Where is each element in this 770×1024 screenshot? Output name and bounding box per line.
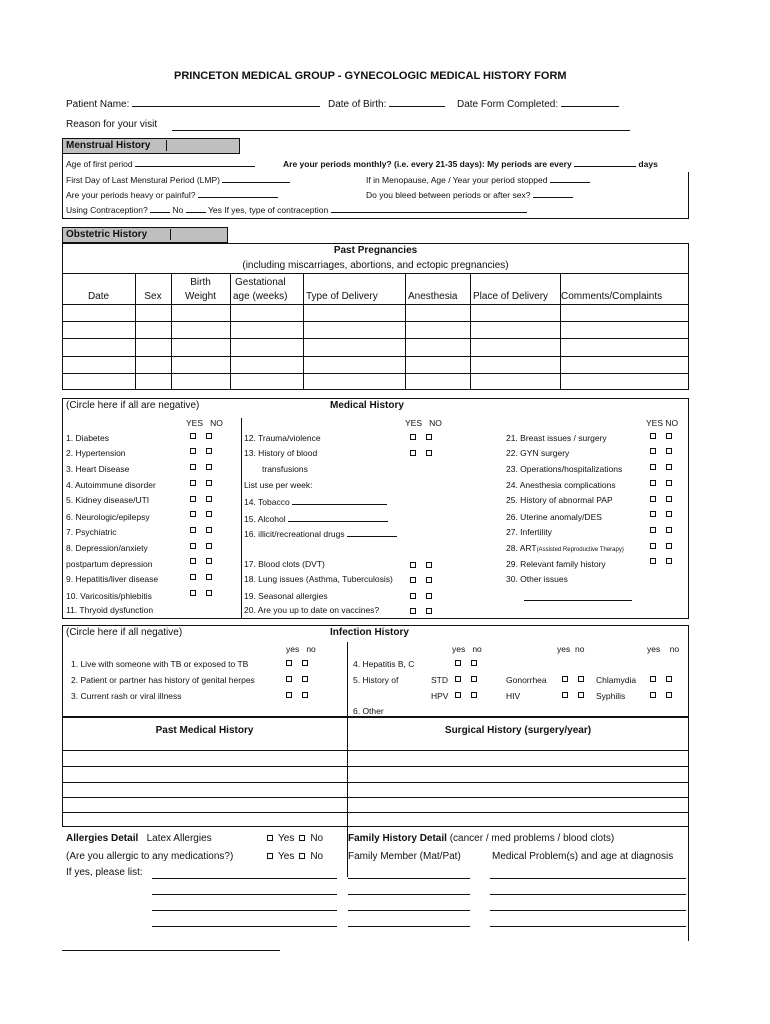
checkbox[interactable] <box>426 450 432 456</box>
med-item: List use per week: <box>244 480 313 490</box>
checkbox[interactable] <box>410 434 416 440</box>
family-member-line[interactable] <box>348 910 470 911</box>
no-label: No <box>310 851 324 862</box>
date-completed-field[interactable] <box>561 97 619 107</box>
reason-label: Reason for your visit <box>66 119 158 130</box>
checkbox[interactable] <box>190 433 196 439</box>
contraception-yes-field[interactable] <box>186 203 206 213</box>
yes-label: Yes <box>278 833 295 844</box>
medical-problem-line[interactable] <box>490 910 686 911</box>
allergy-list-line[interactable] <box>152 926 337 927</box>
med-item: 15. Alcohol <box>244 514 286 524</box>
surgical-title: Surgical History (surgery/year) <box>444 725 592 736</box>
med-item: 22. GYN surgery <box>506 448 570 458</box>
checkbox[interactable] <box>471 676 477 682</box>
no-label: no <box>669 644 680 654</box>
menopause-field[interactable] <box>550 173 590 183</box>
periods-monthly-label: Are your periods monthly? (i.e. every 21-35 days): <box>283 159 485 169</box>
latex-label: Latex Allergies <box>146 833 212 844</box>
med-item: 16. illicit/recreational drugs <box>244 529 345 539</box>
med-item: 24. Anesthesia complications <box>506 480 616 490</box>
checkbox[interactable] <box>650 480 656 486</box>
checkbox[interactable] <box>426 434 432 440</box>
checkbox[interactable] <box>650 676 656 682</box>
periods-every-label: My periods are every <box>487 159 572 169</box>
no-label: No <box>310 833 324 844</box>
no-label: No <box>172 205 184 215</box>
col-anesthesia: Anesthesia <box>408 291 458 302</box>
checkbox[interactable] <box>650 692 656 698</box>
checkbox[interactable] <box>286 692 292 698</box>
checkbox[interactable] <box>578 692 584 698</box>
checkbox[interactable] <box>666 676 672 682</box>
hepatitis-label: 4. Hepatitis B, C <box>353 659 415 669</box>
yes-label: Yes <box>207 205 222 215</box>
checkbox[interactable] <box>650 543 656 549</box>
checkbox[interactable] <box>206 511 212 517</box>
checkbox[interactable] <box>410 593 416 599</box>
syphilis-label: Syphilis <box>596 691 626 701</box>
contraception-type-field[interactable] <box>331 203 527 213</box>
med-item: 17. Blood clots (DVT) <box>244 559 325 569</box>
checkbox[interactable] <box>190 590 196 596</box>
med-item: 28. ART <box>506 543 537 553</box>
col-delivery-type: Type of Delivery <box>306 291 378 302</box>
checkbox[interactable] <box>410 562 416 568</box>
checkbox[interactable] <box>666 480 672 486</box>
no-label: no <box>306 644 316 654</box>
med-item: 13. History of blood <box>244 448 318 458</box>
family-member-label: Family Member (Mat/Pat) <box>348 851 461 862</box>
no-label: no <box>574 644 585 654</box>
med-item-note: (Assisted Reproductive Therapy) <box>536 547 624 553</box>
checkbox[interactable] <box>471 660 477 666</box>
med-item: 14. Tobacco <box>244 497 290 507</box>
past-pregnancies-title: Past Pregnancies <box>333 245 418 256</box>
med-item: 11. Thryoid dysfunction <box>66 605 154 615</box>
yes-label: Yes <box>278 851 295 862</box>
no-label: no <box>472 644 482 654</box>
alcohol-field[interactable] <box>288 512 388 522</box>
past-pregnancies-subtitle: (including miscarriages, abortions, and ectopic pregnancies) <box>242 260 509 271</box>
infection-circle-note: (Circle here if all negative) <box>66 627 183 638</box>
medical-problem-line[interactable] <box>490 878 686 879</box>
checkbox[interactable] <box>286 660 292 666</box>
med-item: 18. Lung issues (Asthma, Tuberculosis) <box>244 574 393 584</box>
tobacco-field[interactable] <box>292 495 387 505</box>
contraception-label: Using Contraception? <box>66 205 148 215</box>
col-gestational: Gestational <box>235 277 286 288</box>
bleed-field[interactable] <box>533 188 573 198</box>
family-desc: (cancer / med problems / blood clots) <box>449 833 615 844</box>
medical-problem-line[interactable] <box>490 894 686 895</box>
chlamydia-label: Chlamydia <box>596 675 637 685</box>
lmp-label: First Day of Last Menstural Period (LMP) <box>66 175 220 185</box>
checkbox[interactable] <box>666 511 672 517</box>
checkbox[interactable] <box>206 480 212 486</box>
checkbox[interactable] <box>410 577 416 583</box>
allergy-list-line[interactable] <box>152 910 337 911</box>
med-item: 8. Depression/anxiety <box>66 543 148 553</box>
checkbox[interactable] <box>190 464 196 470</box>
lmp-field[interactable] <box>222 173 290 183</box>
checkbox[interactable] <box>650 558 656 564</box>
col-date: Date <box>87 291 110 302</box>
checkbox[interactable] <box>471 692 477 698</box>
checkbox[interactable] <box>578 676 584 682</box>
other-issues-field[interactable] <box>524 600 632 601</box>
no-label: NO <box>210 418 223 428</box>
infection-history-title: Infection History <box>330 627 409 638</box>
checkbox[interactable] <box>562 692 568 698</box>
yes-label: YES <box>646 418 664 428</box>
yes-label: YES <box>186 418 204 428</box>
checkbox[interactable] <box>650 448 656 454</box>
med-item: postpartum depression <box>66 559 153 569</box>
checkbox[interactable] <box>302 692 308 698</box>
checkbox[interactable] <box>286 676 292 682</box>
checkbox[interactable] <box>426 577 432 583</box>
med-item: 27. Infertility <box>506 527 552 537</box>
checkbox[interactable] <box>206 464 212 470</box>
checkbox[interactable] <box>190 558 196 564</box>
checkbox[interactable] <box>650 496 656 502</box>
checkbox[interactable] <box>190 448 196 454</box>
med-item: 3. Heart Disease <box>66 464 130 474</box>
checkbox[interactable] <box>302 676 308 682</box>
medical-history-box <box>62 398 689 619</box>
menstrual-header: Menstrual History <box>62 138 240 154</box>
med-item: 23. Operations/hospitalizations <box>506 464 623 474</box>
inf-item: 1. Live with someone with TB or exposed to TB <box>71 659 249 669</box>
checkbox[interactable] <box>206 433 212 439</box>
checkbox[interactable] <box>190 496 196 502</box>
checkbox[interactable] <box>666 448 672 454</box>
family-member-line[interactable] <box>348 894 470 895</box>
yes-label: yes <box>452 644 466 654</box>
family-detail-title: Family History Detail <box>348 833 447 844</box>
col-birth: Birth <box>190 277 211 288</box>
med-item: 12. Trauma/violence <box>244 433 321 443</box>
heavy-field[interactable] <box>198 188 278 198</box>
med-item: transfusions <box>262 464 308 474</box>
dob-label: Date of Birth: <box>328 97 445 110</box>
checkbox[interactable] <box>426 593 432 599</box>
checkbox[interactable] <box>190 511 196 517</box>
past-medical-title: Past Medical History <box>155 725 254 736</box>
checkbox[interactable] <box>666 433 672 439</box>
yes-label: yes <box>647 644 661 654</box>
checkbox[interactable] <box>190 543 196 549</box>
age-first-period-label: Age of first period <box>66 159 133 169</box>
heavy-label: Are your periods heavy or painful? <box>66 190 196 200</box>
checkbox[interactable] <box>410 450 416 456</box>
checkbox[interactable] <box>426 608 432 614</box>
checkbox[interactable] <box>426 562 432 568</box>
checkbox[interactable] <box>666 464 672 470</box>
checkbox[interactable] <box>455 676 461 682</box>
checkbox[interactable] <box>650 433 656 439</box>
med-item: 19. Seasonal allergies <box>244 591 328 601</box>
col-sex: Sex <box>144 291 162 302</box>
checkbox[interactable] <box>190 527 196 533</box>
med-item: 7. Psychiatric <box>66 527 117 537</box>
date-completed-label: Date Form Completed: <box>457 97 619 110</box>
med-item: 4. Autoimmune disorder <box>66 480 156 490</box>
yes-label: yes <box>557 644 571 654</box>
family-member-line[interactable] <box>348 926 470 927</box>
other-label: 6. Other <box>353 706 384 716</box>
checkbox[interactable] <box>650 511 656 517</box>
med-item: 20. Are you up to date on vaccines? <box>244 605 380 615</box>
med-item: 9. Hepatitis/liver disease <box>66 574 159 584</box>
form-title: PRINCETON MEDICAL GROUP - GYNECOLOGIC MEDICAL HISTORY FORM <box>174 70 567 82</box>
checkbox[interactable] <box>299 835 305 841</box>
no-label: NO <box>665 418 679 428</box>
contraception-no-field[interactable] <box>150 203 170 213</box>
med-item: 1. Diabetes <box>66 433 109 443</box>
meds-allergy-label: (Are you allergic to any medications?) <box>66 851 234 862</box>
med-item: 26. Uterine anomaly/DES <box>506 512 602 522</box>
med-item: 30. Other issues <box>506 574 568 584</box>
checkbox[interactable] <box>206 496 212 502</box>
checkbox[interactable] <box>410 608 416 614</box>
checkbox[interactable] <box>455 692 461 698</box>
col-age-weeks: age (weeks) <box>233 291 288 302</box>
contraception-type-label: If yes, type of contraception <box>224 205 329 215</box>
allergies-detail-title: Allergies Detail <box>66 833 139 844</box>
reason-field[interactable] <box>172 130 630 131</box>
signature-line[interactable] <box>62 950 280 951</box>
drugs-field[interactable] <box>347 527 397 537</box>
yes-label: YES <box>405 418 423 428</box>
checkbox[interactable] <box>299 853 305 859</box>
checkbox[interactable] <box>190 574 196 580</box>
hiv-label: HIV <box>506 691 521 701</box>
allergy-list-line[interactable] <box>152 894 337 895</box>
med-item: 29. Relevant family history <box>506 559 606 569</box>
med-item: 10. Varicositis/phlebitis <box>66 591 152 601</box>
no-label: NO <box>429 418 442 428</box>
checkbox[interactable] <box>650 464 656 470</box>
patient-name-label: Patient Name: <box>66 97 320 110</box>
gonorrhea-label: Gonorrhea <box>506 675 547 685</box>
checkbox[interactable] <box>666 543 672 549</box>
std-label: STD <box>431 675 448 685</box>
family-member-line[interactable] <box>348 878 470 879</box>
checkbox[interactable] <box>666 527 672 533</box>
med-item: 21. Breast issues / surgery <box>506 433 607 443</box>
checkbox[interactable] <box>650 527 656 533</box>
checkbox[interactable] <box>562 676 568 682</box>
checkbox[interactable] <box>190 480 196 486</box>
inf-item: 2. Patient or partner has history of genital herpes <box>71 675 255 685</box>
checkbox[interactable] <box>206 558 212 564</box>
col-weight: Weight <box>185 291 216 302</box>
checkbox[interactable] <box>302 660 308 666</box>
checkbox[interactable] <box>267 853 273 859</box>
med-item: 5. Kidney disease/UTI <box>66 495 150 505</box>
bleed-label: Do you bleed between periods or after sex? <box>366 190 531 200</box>
med-item: 25. History of abnormal PAP <box>506 495 613 505</box>
col-place: Place of Delivery <box>473 291 549 302</box>
checkbox[interactable] <box>206 527 212 533</box>
checkbox[interactable] <box>666 692 672 698</box>
checkbox[interactable] <box>206 448 212 454</box>
age-first-period-field[interactable] <box>135 157 255 167</box>
days-label: days <box>638 159 658 169</box>
medical-problem-line[interactable] <box>490 926 686 927</box>
checkbox[interactable] <box>455 660 461 666</box>
hpv-label: HPV <box>431 691 449 701</box>
med-item: 6. Neurologic/epilepsy <box>66 512 150 522</box>
checkbox[interactable] <box>206 543 212 549</box>
menopause-label: If in Menopause, Age / Year your period stopped <box>366 175 548 185</box>
med-item: 2. Hypertension <box>66 448 126 458</box>
checkbox[interactable] <box>267 835 273 841</box>
obstetric-header: Obstetric History <box>62 227 228 243</box>
please-list-label: If yes, please list: <box>66 867 143 878</box>
history-of-label: 5. History of <box>353 675 399 685</box>
infection-history-box <box>62 625 689 717</box>
checkbox[interactable] <box>206 590 212 596</box>
checkbox[interactable] <box>666 558 672 564</box>
inf-item: 3. Current rash or viral illness <box>71 691 182 701</box>
dob-field[interactable] <box>389 97 445 107</box>
yes-label: yes <box>286 644 300 654</box>
checkbox[interactable] <box>666 496 672 502</box>
medical-circle-note: (Circle here if all are negative) <box>66 400 200 411</box>
periods-every-field[interactable] <box>574 157 636 167</box>
col-comments: Comments/Complaints <box>561 291 663 302</box>
allergy-list-line[interactable] <box>152 878 337 879</box>
checkbox[interactable] <box>206 574 212 580</box>
patient-name-field[interactable] <box>132 97 320 107</box>
medical-history-title: Medical History <box>330 400 404 411</box>
medical-problem-label: Medical Problem(s) and age at diagnosis <box>492 851 674 862</box>
